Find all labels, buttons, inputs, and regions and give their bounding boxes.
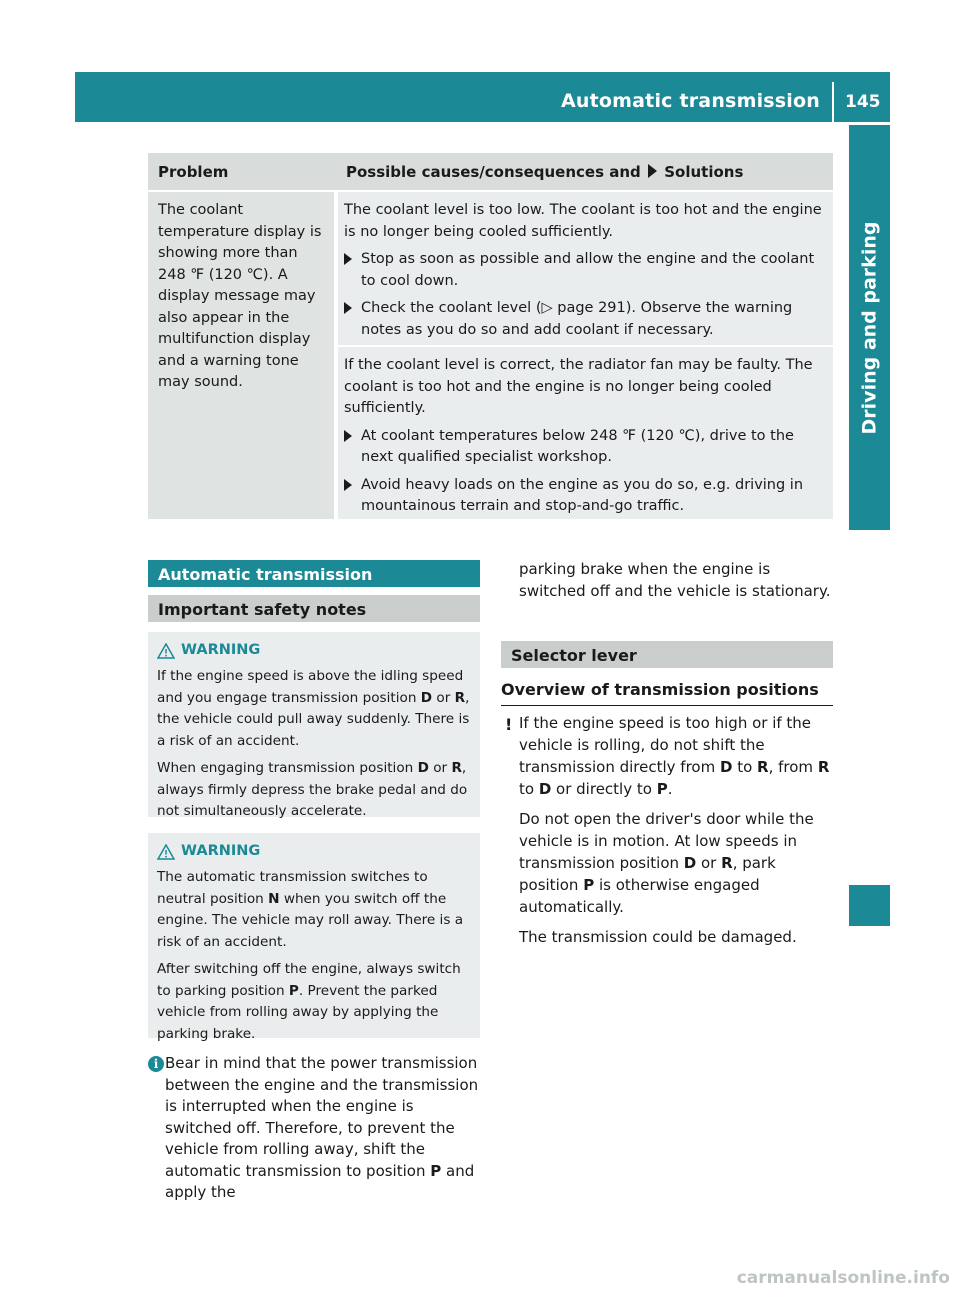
page-ref-icon: ▷ [541, 300, 558, 316]
warning-header: WARNING [157, 642, 472, 660]
arrow-right-icon [648, 164, 657, 178]
side-tab-marker [849, 885, 890, 926]
notice-text: If the engine speed is too high or if the vehicle is rolling, do not shift the transmission directly from D to R, from R to D or directly to P. Do not open the driver's door while the vehicle is in motion. At low speeds in transmission position D or R, park position P is otherwise engaged automatically. The transmission could be damaged. [519, 714, 830, 946]
list-item: Stop as soon as possible and allow the engine and the coolant to cool down. [344, 249, 827, 292]
page-number: 145 [845, 92, 881, 112]
warning-box [148, 632, 480, 817]
cause-text: If the coolant level is correct, the radiator fan may be faulty. The coolant is too hot and the engine is no longer being cooled sufficiently. [344, 357, 813, 416]
continuation-text: parking brake when the engine is switched off and the vehicle is stationary. [519, 560, 831, 600]
warning-triangle-icon [157, 643, 175, 659]
exclamation-icon: ! [505, 715, 513, 734]
arrow-right-icon [344, 479, 352, 491]
page-title: Automatic transmission [561, 90, 820, 112]
warning-text: After switching off the engine, always switch to parking position P. Prevent the parked vehicle from rolling away by applying the parking brake. [157, 961, 461, 1042]
list-item: At coolant temperatures below 248 ℉ (120 ℃), drive to the next qualified specialist workshop. [344, 426, 827, 469]
arrow-right-icon [344, 253, 352, 265]
table-header-problem: Problem [148, 153, 336, 190]
problem-table [148, 153, 833, 519]
table-cell-problem: The coolant temperature display is showing more than 248 ℉ (120 ℃). A display message may also appear in the multifunction display and a warning tone may sound. [148, 190, 336, 519]
info-text: Bear in mind that the power transmission between the engine and the transmission is interrupted when the engine is switched off. Therefore, to prevent the vehicle from rolling away, shift the automatic transmission to position P and apply the [165, 1054, 479, 1201]
arrow-right-icon [344, 302, 352, 314]
cause-text: The coolant level is too low. The coolant is too hot and the engine is no longer being cooled sufficiently. [344, 202, 822, 240]
warning-triangle-icon [157, 844, 175, 860]
header-divider [832, 82, 834, 122]
watermark-url: carmanualsonline.info [736, 1268, 950, 1288]
side-tab-label: Driving and parking [858, 221, 881, 434]
table-header-solutions: Possible causes/consequences and Solutions [336, 153, 833, 190]
warning-text: The automatic transmission switches to neutral position N when you switch off the engine. The vehicle may roll away. There is a risk of an accident. [157, 869, 464, 950]
notice-note [501, 712, 837, 956]
subsection-heading: Selector lever [501, 641, 833, 668]
table-cell-solution [338, 345, 833, 519]
list-item: Avoid heavy loads on the engine as you do so, e.g. driving in mountainous terrain and stop-and-go traffic. [344, 475, 827, 518]
table-cell-solution [338, 190, 833, 345]
section-heading: Automatic transmission [148, 560, 480, 587]
page-reference-link[interactable]: page 291 [557, 300, 626, 316]
warning-header: WARNING [157, 843, 472, 861]
warning-text: When engaging transmission position D or R, always firmly depress the brake pedal and do not simultaneously accelerate. [157, 760, 468, 819]
arrow-right-icon [344, 430, 352, 442]
overview-heading: Overview of transmission positions [501, 680, 833, 706]
warning-text: If the engine speed is above the idling speed and you engage transmission position D or R, the vehicle could pull away suddenly. There is a risk of an accident. [157, 668, 470, 749]
subsection-heading: Important safety notes [148, 595, 480, 622]
warning-box [148, 833, 480, 1042]
info-note [148, 1053, 484, 1204]
list-item: Check the coolant level (▷ page 291). Observe the warning notes as you do so and add coolant if necessary. [344, 298, 827, 341]
info-icon: i [148, 1056, 164, 1072]
side-tab-label-wrap [849, 125, 890, 530]
